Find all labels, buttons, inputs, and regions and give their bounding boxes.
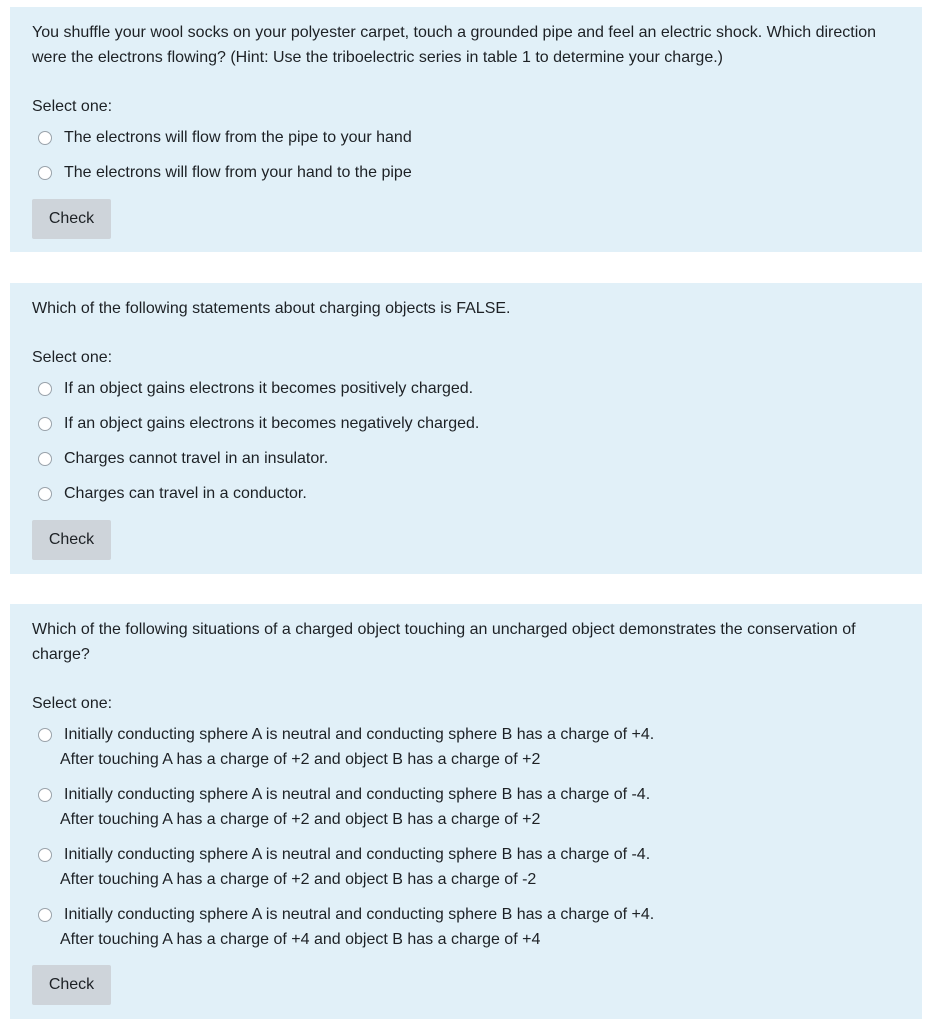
option-label-line-1: Initially conducting sphere A is neutral and conducting sphere B has a charge of -4.	[64, 786, 651, 803]
radio-button[interactable]	[38, 487, 52, 501]
question-2	[10, 283, 922, 574]
question-1-text: You shuffle your wool socks on your polyester carpet, touch a grounded pipe and feel an electric shock. Which direction were the electrons flowing? (Hint: Use the triboelectric series in table 1 to determine your charge.)	[32, 24, 877, 66]
question-3-text: Which of the following situations of a charged object touching an uncharged object demonstrates the conservation of charge?	[32, 621, 856, 663]
option-label: If an object gains electrons it becomes positively charged.	[64, 380, 474, 397]
option-label-line-2: After touching A has a charge of +2 and object B has a charge of +2	[60, 811, 541, 828]
radio-button[interactable]	[38, 417, 52, 431]
radio-button[interactable]	[38, 848, 52, 862]
option-label-line-1: Initially conducting sphere A is neutral and conducting sphere B has a charge of +4.	[64, 726, 655, 743]
option-label: If an object gains electrons it becomes negatively charged.	[64, 415, 480, 432]
check-button[interactable]: Check	[32, 520, 111, 560]
question-2-option-2[interactable]	[38, 411, 479, 436]
question-3-option-3[interactable]	[38, 842, 650, 892]
option-label-line-1: Initially conducting sphere A is neutral and conducting sphere B has a charge of -4.	[64, 846, 651, 863]
check-button[interactable]: Check	[32, 965, 111, 1005]
question-2-text: Which of the following statements about charging objects is FALSE.	[32, 300, 511, 317]
radio-button[interactable]	[38, 131, 52, 145]
option-label-line-1: Initially conducting sphere A is neutral and conducting sphere B has a charge of +4.	[64, 906, 655, 923]
radio-button[interactable]	[38, 382, 52, 396]
option-label-line-2: After touching A has a charge of +2 and object B has a charge of +2	[60, 751, 541, 768]
option-label: Charges cannot travel in an insulator.	[64, 450, 329, 467]
radio-button[interactable]	[38, 728, 52, 742]
check-button[interactable]: Check	[32, 199, 111, 239]
question-1-option-1[interactable]	[38, 125, 412, 150]
select-one-label: Select one:	[32, 98, 113, 115]
question-2-option-1[interactable]	[38, 376, 473, 401]
option-label: Charges can travel in a conductor.	[64, 485, 307, 502]
question-2-option-3[interactable]	[38, 446, 328, 471]
option-label: The electrons will flow from the pipe to your hand	[64, 129, 412, 146]
question-1-option-2[interactable]	[38, 160, 412, 185]
question-3-option-2[interactable]	[38, 782, 650, 832]
radio-button[interactable]	[38, 452, 52, 466]
option-label: The electrons will flow from your hand to the pipe	[64, 164, 412, 181]
radio-button[interactable]	[38, 908, 52, 922]
question-1	[10, 7, 922, 252]
option-label-line-2: After touching A has a charge of +2 and object B has a charge of -2	[60, 871, 537, 888]
question-3	[10, 604, 922, 1019]
question-2-option-4[interactable]	[38, 481, 307, 506]
option-label-line-2: After touching A has a charge of +4 and object B has a charge of +4	[60, 931, 541, 948]
select-one-label: Select one:	[32, 349, 113, 366]
question-3-option-4[interactable]	[38, 902, 654, 952]
radio-button[interactable]	[38, 788, 52, 802]
select-one-label: Select one:	[32, 695, 113, 712]
question-3-option-1[interactable]	[38, 722, 654, 772]
radio-button[interactable]	[38, 166, 52, 180]
